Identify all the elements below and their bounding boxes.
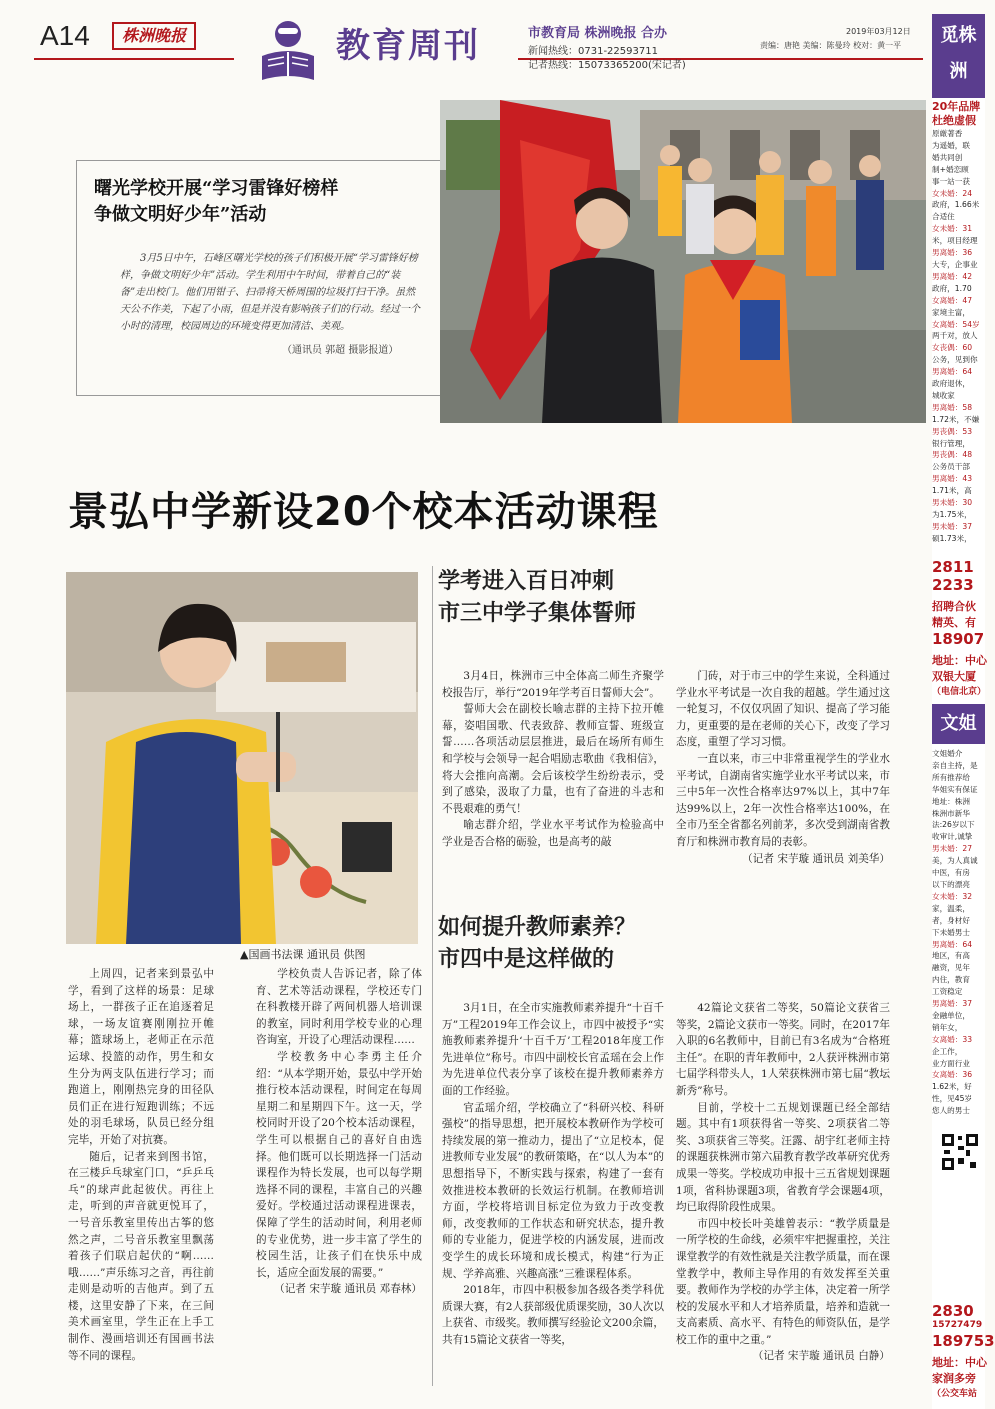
sidebar-listing-line: 男丧偶：53: [932, 426, 973, 436]
feature-credit: （通讯员 郭超 摄影报道）: [282, 345, 399, 356]
sidebar-listing-line: 男未婚：27: [932, 844, 973, 854]
article1-column: [256, 966, 422, 1298]
sidebar-listing-line: 男离婚：43: [932, 474, 973, 484]
feature-title-line: 争做文明好少年”活动: [94, 204, 267, 225]
feature-body: 3月5日中午，石峰区曙光学校的孩子们积极开展“学习雷锋好榜样，争做文明好少年”活动。学生利用中午时间，带着自己的“装备”走出校门。他们用钳子、扫帚将天桥周围的垃圾打扫干净。虽然天公不作美，下起了小雨，但是并没有影响孩子们的行动。经过一个小时的清理，校园周边的环境变得更加清洁、美观。: [120, 253, 420, 332]
sidebar-listing-line: 原厳著香: [932, 129, 963, 138]
paragraph: 2018年，市四中积极参加各级各类学科优质课大赛，有2人获部级优质课奖励，30人次以上获省、市级奖。教师撰写经验论文200余篇，共有15篇论文获省一等奖，: [442, 1284, 664, 1346]
paragraph: 学校教务中心李勇主任介绍：“从本学期开始，景弘中学开始推行校本活动课程，时间定在每周星期二和星期四下午。这一天，学校同时开设了20个校本活动课程，学生可以根据自己的喜好自由选择。他们既可以长期选择一门活动课程作为特长发展，也可以每学期选择不同的课程，丰富自己的兴趣爱好。学校通过活动课程进课表，保障了学生的活动时间，利用老师的专业优势，进一步丰富了学生的校园生活，让孩子们在快乐中成长，适应全面发展的需要。”: [256, 1050, 422, 1279]
sidebar-listing-line: 两千对，放人: [932, 331, 978, 341]
sidebar-listing-line: 以下的漂亮: [932, 879, 970, 889]
sidebar-listing: [932, 748, 978, 1117]
sidebar-listing-line: 银行管理，: [932, 438, 970, 448]
paragraph: 一直以来，市三中非常重视学生的学业水平考试，自湖南省实施学业水平考试以来，市三中5年一次性合格率达97%以上，其中7年达99%以上，2年一次性合格率达100%，在全市乃至全省都名列前茅，多次受到湖南省教育厅和株洲市教育局的表彰。: [676, 752, 890, 848]
sidebar-recruit: 招聘合伙: [932, 600, 976, 613]
article3-column: [442, 1000, 664, 1348]
main-headline: 景弘中学新设20个校本活动课程: [68, 489, 659, 535]
sidebar-listing-line: 企工作，: [932, 1046, 963, 1056]
sidebar-listing-line: 制+婚恋顾: [932, 164, 969, 174]
sidebar-phone: 18907: [932, 630, 985, 648]
sidebar-listing-line: 合适住: [932, 212, 955, 222]
sidebar-listing-line: 政府退休，: [932, 379, 970, 389]
sidebar-listing-line: 男离婚：64: [932, 939, 973, 949]
paragraph: 目前，学校十二五规划课题已经全部结题。其中有1项获得省一等奖、2项获省二等奖、3项获省三等奖。汪露、胡宇红老师主持的课题获株洲市第六届教育教学改革研究优秀成果一等奖。学校成功申报十三五省规划课题1项，省科协课题3项，省教育学会课题4项，均已取得阶段性成果。: [676, 1101, 890, 1214]
sidebar-phone: 2830: [932, 1302, 974, 1320]
sidebar-listing-line: 收审计,诚挚: [932, 832, 973, 842]
sidebar-address: 地址：中心: [932, 654, 987, 667]
sidebar-listing-line: 所有推荐给: [932, 772, 970, 782]
article3-column: [676, 1000, 890, 1365]
sidebar-listing-line: 株洲市新华: [932, 808, 970, 818]
sidebar-listing-line: 男离婚：42: [932, 271, 973, 281]
paragraph: 誓师大会在副校长喻志群的主持下拉开帷幕，姿唱国歌、代表致辞、教师宣誓、班级宣誓……各项活动层层推进，最后在场所有师生和学校与会领导一起合唱励志歌曲《我相信》，将大会推向高潮。会后该校学生纷纷表示，受到了感染，汲取了力量，也有了奋进的斗志和不畏艰难的勇气！: [442, 703, 664, 815]
sidebar-listing-line: 米，项目经理: [932, 236, 978, 246]
sidebar-listing-line: 男离婚：37: [932, 999, 973, 1009]
sidebar-listing-line: 男丧偶：48: [932, 450, 973, 460]
sidebar-phone: 2811: [932, 558, 974, 576]
article3-title-line: 市四中是这样做的: [438, 947, 615, 972]
article3-title-line: 如何提升教师素养？: [438, 915, 637, 940]
sidebar-address: 双银大厦: [932, 670, 976, 683]
sidebar-listing-line: 1.72米，不嫌: [932, 414, 980, 424]
article1-column: [68, 966, 214, 1364]
paragraph: 学校负责人告诉记者，除了体育、艺术等活动课程，学校还专门在科教楼开辟了两间机器人培训课的教室，同时利用学校专业的心理咨询室，开设了心理活动课程……: [256, 968, 422, 1047]
sidebar-listing-line: 女未婚：32: [932, 891, 973, 901]
sidebar-listing-line: 您人的男士: [932, 1106, 970, 1116]
sidebar-listing-line: 中医，有房: [932, 868, 970, 878]
editor-credits: 责编：唐艳 美编：陈曼玲 校对：黄一平: [760, 41, 902, 50]
article2-column: [442, 668, 664, 851]
sidebar-listing-line: 家，温柔，: [932, 903, 970, 913]
sidebar-listing-line: 女离婚：36: [932, 1070, 973, 1080]
sidebar-listing-line: 地区，有高: [932, 951, 970, 961]
sidebar-listing-line: 销年女，: [932, 1022, 963, 1032]
paragraph: 市四中校长叶美雄曾表示：“教学质量是一所学校的生命线，必须牢牢把握重控，关注课堂教学的有效性就是关注教学质量，而在课堂教学中，教师主导作用的有效发挥至关重要。教师作为学校的办学主体，决定着一所学校的发展水平和人才培养质量，培养和造就一支高素质、高水平、有特色的师资队伍，是学校工作的重中之重。”: [676, 1217, 890, 1346]
sidebar-title: 觅株洲: [932, 14, 985, 98]
article2-title: [438, 566, 636, 630]
sidebar-listing-line: 公务，见到你: [932, 355, 978, 365]
sidebar-slogan: 20年品牌: [932, 100, 981, 113]
sidebar-listing-line: 男离婚：58: [932, 402, 973, 412]
sidebar-slogan: 杜绝虚假: [932, 114, 976, 127]
sidebar-listing-line: 政府，1.66米: [932, 200, 980, 210]
sidebar-listing-line: 男离婚：64: [932, 367, 973, 377]
paragraph: 门砖，对于市三中的学生来说，全科通过学业水平考试是一次自我的超越。学生通过这一轮复习，不仅仅巩固了知识、提高了学习能力，更重要的是在老师的关心下，改变了学习态度，重塑了学习习惯。: [676, 670, 890, 749]
sidebar-listing: [932, 128, 980, 545]
sidebar-listing-line: 美，为人真诚: [932, 856, 978, 866]
article2-column: [676, 668, 890, 867]
sidebar-listing-line: 性，见45岁: [932, 1094, 973, 1104]
sidebar-listing-line: 业方面行业: [932, 1058, 970, 1068]
sidebar-listing-line: 为1.75米，: [932, 510, 972, 519]
sidebar-recruit: 精英、有: [932, 616, 976, 629]
reporter-hotline: 记者热线：15073365200(宋记者): [528, 60, 686, 71]
reading-student-icon: [248, 16, 328, 86]
sidebar-phone: 2233: [932, 576, 974, 594]
article2-credit: （记者 宋芋璇 通讯员 刘美华）: [742, 852, 890, 865]
sidebar-listing-line: 事一站一获: [932, 176, 970, 186]
issue-date: 2019年03月12日: [846, 27, 911, 36]
sidebar-address: （公交车站: [932, 1389, 978, 1399]
sidebar-listing-line: 法:26岁以下: [932, 820, 975, 830]
newspaper-brand-logo: 株洲晚报: [112, 22, 196, 50]
sidebar-listing-line: 1.71米，高: [932, 486, 972, 496]
sidebar-listing-line: 内住，教育: [932, 975, 970, 985]
students-with-flag-photo: [440, 100, 926, 423]
classified-ads-sidebar: [932, 14, 995, 1409]
paragraph: 3月4日，株洲市三中全体高二师生齐聚学校报告厅，举行“2019年学考百日誓师大会”。: [442, 670, 664, 699]
article1-credit: （记者 宋芋璇 通讯员 邓春林）: [274, 1283, 422, 1296]
sidebar-address: （电信北京）: [932, 687, 987, 697]
paragraph: 3月1日，在全市实施教师素养提升“十百千万”工程2019年工作会议上，市四中被授予“实施教师素养提升‘十百千万’工程2018年度工作先进单位”称号。市四中副校长官孟瑶在会上作为先进单位代表分享了该校在提升教师素养方面的工作经验。: [442, 1002, 664, 1097]
sidebar-listing-line: 大专，企事业: [932, 259, 978, 269]
sidebar-listing-line: 为遥婚，联: [932, 140, 970, 150]
sidebar-listing-line: 华姐实有保证: [932, 784, 978, 794]
sidebar-listing-line: 家境主富，: [932, 307, 970, 317]
sidebar-listing-line: 融资，见年: [932, 963, 970, 973]
sidebar-listing-line: 女丧偶：60: [932, 343, 973, 353]
photo-caption: ▲国画书法课 通讯员 供图: [240, 948, 366, 961]
sidebar-listing-line: 下未婚男士: [932, 927, 970, 937]
calligraphy-class-photo: [66, 572, 418, 944]
news-hotline: 新闻热线：0731-22593711: [528, 46, 658, 57]
sidebar-title: 文姐: [932, 704, 985, 744]
feature-title-line: 曙光学校开展“学习雷锋好榜样: [94, 178, 339, 199]
sidebar-listing-line: 金融单位，: [932, 1010, 970, 1020]
co-organizers: 市教育局 株洲晚报 合办: [528, 26, 668, 41]
sidebar-listing-line: 地址：株洲: [932, 796, 970, 806]
sidebar-listing-line: 工资稳定: [932, 987, 963, 997]
paragraph: 上周四，记者来到景弘中学，看到了这样的场景：足球场上，一群孩子正在追逐着足球，一场友谊赛刚刚拉开帷幕；篮球场上，老师正在示范运球、投篮的动作，男生和女生分为两支队伍进行学习；而跑道上，刚刚热完身的田径队员们正在进行短跑训练；不远处的羽毛球场，队员已经分组完毕，开始了对抗赛。: [68, 968, 214, 1146]
page-number: A14: [40, 20, 90, 51]
feature-title: [94, 176, 434, 228]
paragraph: 随后，记者来到图书馆，在三楼乒乓球室门口，“乒乒乓乓”的球声此起彼伏。再往上走，听到的声音就更悦耳了，一号音乐教室里传出古筝的悠然之声，二号音乐教室里飘荡着孩子们联启起伏的“啊……哦……”声乐练习之音，再往前走则是动听的吉他声。到了五楼，这里安静了下来，在三间美术画室里，学生正在上手工制作、漫画培训还有国画书法等不同的课程。: [68, 1150, 214, 1362]
sidebar-listing-line: 硕1.73米，: [932, 533, 972, 543]
article3-credit: （记者 宋芋璇 通讯员 白静）: [752, 1350, 890, 1363]
sidebar-listing-line: 城收家: [932, 390, 955, 400]
article2-title-line: 市三中学子集体誓师: [438, 601, 637, 626]
sidebar-listing-line: 政府，1.70: [932, 283, 972, 293]
paragraph: 42篇论文获省二等奖，50篇论文获省三等奖，2篇论文获市一等奖。同时，在2017年入职的6名教师中，目前已有3名成为“合格班主任”。在职的青年教师中，2人获评株洲市第七届学科带头人，1人荣获株洲市第七届“教坛新秀”称号。: [676, 1002, 890, 1097]
sidebar-listing-line: 公务员干部: [932, 462, 970, 472]
sidebar-listing-line: 亲自主持，是: [932, 760, 978, 770]
sidebar-listing-line: 女未婚：24: [932, 188, 973, 198]
sidebar-listing-line: 者，身材好: [932, 915, 970, 925]
sidebar-listing-line: 女离婚：47: [932, 295, 973, 305]
sidebar-listing-line: 男未婚：37: [932, 521, 973, 531]
article3-title: [438, 912, 636, 976]
paragraph: 喻志群介绍，学业水平考试作为检验高中学业是否合格的砺验，也是高考的敲: [442, 819, 664, 848]
sidebar-phone: 189753: [932, 1332, 995, 1350]
sidebar-address: 家润多旁: [932, 1372, 976, 1385]
qr-code-icon: [940, 1132, 980, 1172]
sidebar-listing-line: 男未婚：30: [932, 498, 973, 508]
sidebar-listing-line: 男离婚：36: [932, 248, 973, 258]
sidebar-address: 地址：中心: [932, 1356, 987, 1369]
sidebar-listing-line: 1.62米，好: [932, 1082, 972, 1092]
sidebar-listing-line: 文姐婚介: [932, 749, 963, 758]
sidebar-listing-line: 女离婚：54岁: [932, 319, 980, 329]
section-title: 教育周刊: [336, 26, 480, 66]
column-divider: [432, 566, 433, 1386]
sidebar-listing-line: 女未婚：31: [932, 224, 973, 234]
sidebar-listing-line: 婚共同创: [932, 152, 963, 162]
article2-title-line: 学考进入百日冲刺: [438, 569, 615, 594]
paragraph: 官孟瑶介绍，学校确立了“科研兴校、科研强校”的指导思想，把开展校本教研作为学校可持续发展的第一推动力，提出了“立足校本，促进教师专业发展”的教研策略，在“以人为本”的思想指导下，不断实践与探索，构建了一套有效推进校本教研的长效运行机制。在教师培训方面，学校将培训目标定位为致力于改变教师，改变教师的工作状态和研究状态，提升教师的专业能力，促进学校的内涵发展，进而改变学生的成长环境和成长模式，构建“行为正规、学养高雅、兴趣高涨”三雅课程体系。: [442, 1101, 664, 1280]
header-rule: [34, 58, 234, 60]
sidebar-phone: 15727479: [932, 1320, 983, 1330]
sidebar-listing-line: 女离婚：33: [932, 1034, 973, 1044]
